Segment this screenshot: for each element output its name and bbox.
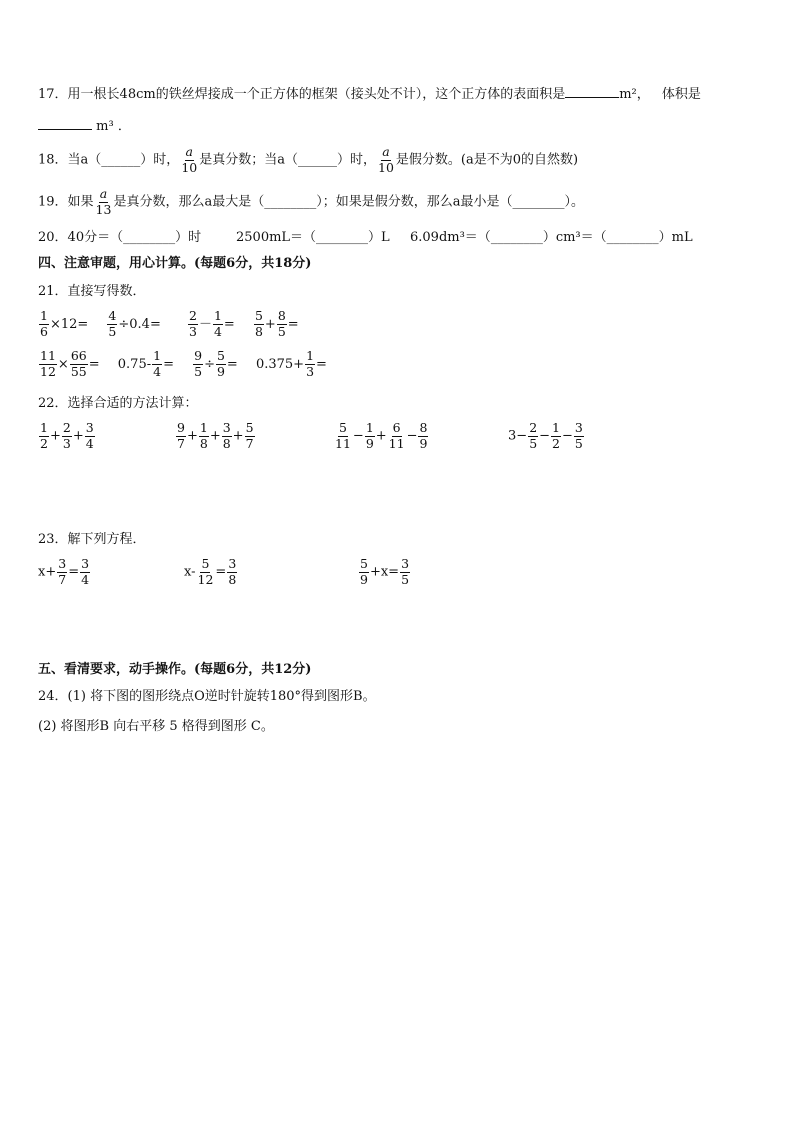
q21-row2 [38, 350, 327, 378]
q17-blank-volume[interactable] [38, 118, 92, 130]
q21-r1-expr1: $\frac{1}{6}$ ×12= [40, 308, 89, 339]
q22-title: 22．选择合适的方法计算： [38, 396, 198, 411]
q23-eq3: $\frac{5}{9}$ +x= $\frac{3}{5}$ [360, 556, 410, 587]
q21-r1-expr4: $\frac{5}{8}$ + $\frac{8}{5}$ = [254, 308, 299, 339]
q17-text: 17．用一根长48cm的铁丝焊接成一个正方体的框架（接头处不计），这个正方体的表面积是 [38, 87, 566, 102]
q19-text-c: ）；如果是假分数，那么a最小是（ [316, 194, 513, 210]
q17-end: ． [117, 119, 131, 134]
q19-blank1[interactable]: ________ [264, 194, 317, 210]
q18-text-d: ）时， [336, 152, 376, 168]
q21-title: 21．直接写得数． [38, 284, 146, 299]
q20-blank4[interactable]: ________ [606, 230, 659, 245]
q19-text-a: 19．如果 [38, 194, 94, 210]
q17-text-volume: 体积是 [661, 87, 701, 102]
q21-r1-expr3: $\frac{2}{3}$ － $\frac{1}{4}$ = [188, 308, 235, 339]
q18-text-b: ）时， [140, 152, 180, 168]
q20-part1-b: ）时 [175, 230, 202, 245]
q22-expr4: 3− $\frac{2}{5}$ − $\frac{1}{2}$ − $\frac{3}{5}$ [508, 420, 583, 451]
q23-eq2: x- $\frac{5}{12}$ = $\frac{3}{8}$ [184, 556, 237, 587]
q21-r2-expr4: 0.375+ $\frac{1}{3}$ = [255, 348, 327, 379]
q19-text-d: ）。 [564, 194, 584, 210]
q18-text-c: 是真分数；当a（ [199, 152, 298, 168]
q23-title: 23．解下列方程． [38, 532, 146, 547]
q20-line [38, 231, 201, 244]
q23-eq1: x+ $\frac{3}{7}$ = $\frac{3}{4}$ [38, 556, 90, 587]
q17-line2 [38, 118, 131, 133]
section4-heading: 四、注意审题，用心计算。(每题6分，共18分) [38, 256, 312, 271]
q17-line1 [38, 86, 701, 101]
q20-part3-c: ）mL [658, 230, 693, 245]
q24-line1: 24．(1) 将下图的图形绕点O逆时针旋转180°得到图形B。 [38, 689, 376, 704]
q20-part3-b: ）cm³＝（ [542, 230, 607, 245]
q22-expr2: $\frac{9}{7}$ + $\frac{1}{8}$ + $\frac{3}{8}$ + $\frac{5}{7}$ [177, 420, 254, 451]
section5-heading: 五、看清要求，动手操作。(每题6分，共12分) [38, 662, 312, 677]
q17-unit-volume: m³ [96, 119, 114, 134]
q19-line [38, 188, 584, 216]
q18-blank2[interactable]: ______ [297, 152, 337, 168]
q20-part3 [410, 231, 693, 244]
q21-r2-expr2: 0.75- $\frac{1}{4}$ = [117, 348, 174, 379]
q22-expr3: $\frac{5}{11}$ − $\frac{1}{9}$ + $\frac{6}{11}$ − $\frac{8}{9}$ [335, 420, 428, 451]
q21-r2-expr3: $\frac{9}{5}$ ÷ $\frac{5}{9}$ = [194, 348, 238, 379]
q20-blank3[interactable]: ________ [490, 230, 543, 245]
q20-part2-b: ）L [368, 230, 390, 245]
q20-part3-a: 6.09dm³＝（ [410, 230, 491, 245]
q18-blank1[interactable]: ______ [101, 152, 141, 168]
q17-unit-area: m²， [619, 87, 650, 102]
q17-blank-area[interactable] [565, 86, 619, 98]
q20-blank1[interactable]: ________ [123, 230, 176, 245]
q22-expr1: $\frac{1}{2}$ + $\frac{2}{3}$ + $\frac{3}{4}$ [40, 420, 94, 451]
q18-text-a: 18．当a（ [38, 152, 102, 168]
q21-r1-expr2: $\frac{4}{5}$ ÷0.4= [108, 308, 161, 339]
q20-part2 [236, 231, 390, 244]
q18-fraction-2: $\frac{a}{10}$ [378, 144, 394, 175]
q21-r2-expr1: $\frac{11}{12}$ × $\frac{66}{55}$ = [40, 348, 100, 379]
q18-line [38, 146, 578, 174]
q24-line2: (2) 将图形B 向右平移 5 格得到图形 C。 [38, 719, 274, 734]
q19-blank2[interactable]: ________ [512, 194, 565, 210]
q21-row1 [38, 310, 299, 338]
q19-fraction: $\frac{a}{13}$ [95, 186, 112, 217]
q18-fraction-1: $\frac{a}{10}$ [181, 144, 198, 175]
q19-text-b: 是真分数，那么a最大是（ [113, 194, 265, 210]
q20-part1-a: 20．40分＝（ [38, 230, 124, 245]
q18-text-e: 是假分数。(a是不为0的自然数) [395, 152, 579, 168]
q20-blank2[interactable]: ________ [316, 230, 369, 245]
q20-part2-a: 2500mL＝（ [236, 230, 317, 245]
